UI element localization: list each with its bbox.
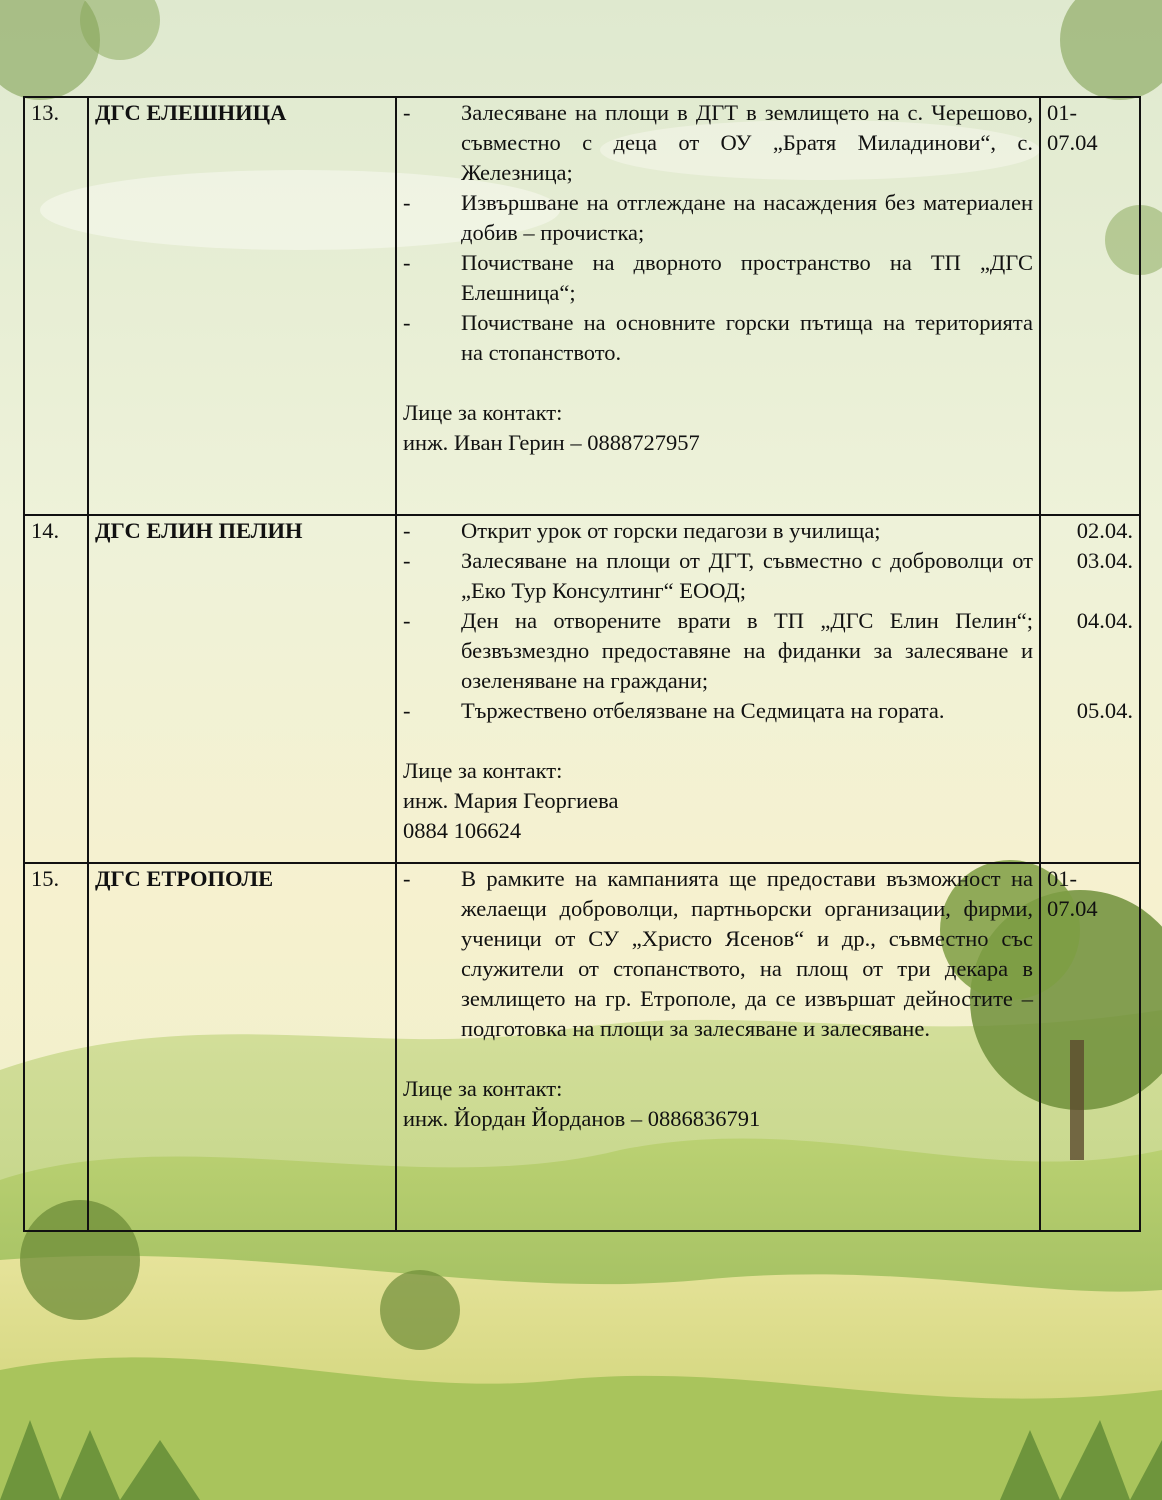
organization-name: ДГС ЕТРОПОЛЕ [88, 863, 396, 1231]
contact-label: Лице за контакт: [403, 400, 563, 425]
activities-cell [396, 515, 1040, 863]
table-row [24, 863, 1140, 1231]
table-row [24, 97, 1140, 515]
contact-line: инж. Йордан Йорданов – 0886836791 [403, 1106, 761, 1131]
table-row [24, 515, 1140, 863]
contact-label: Лице за контакт: [403, 758, 563, 783]
date-text: 04.04. [1076, 608, 1133, 633]
row-number: 15. [24, 863, 88, 1231]
events-table [23, 96, 1141, 1232]
row-number: 13. [24, 97, 88, 515]
activities-list [403, 864, 1033, 1044]
list-item: - Ден на отворените врати в ТП „ДГС Елин Пелин“; безвъзмездно предоставяне на фиданки за залесяване и озеленяване на граждани; [403, 608, 1033, 693]
activities-list [403, 516, 1033, 726]
contact-line: инж. Иван Герин – 0888727957 [403, 430, 700, 455]
list-item: - Извършване на отглеждане на насаждения без материален добив – прочистка; [403, 190, 1033, 245]
contact-label: Лице за контакт: [403, 1076, 563, 1101]
date-text: 07.04 [1047, 130, 1098, 155]
contact-line: инж. Мария Георгиева [403, 788, 619, 813]
list-item: - Залесяване на площи от ДГТ, съвместно с доброволци от „Еко Тур Консултинг“ ЕООД; [403, 548, 1033, 603]
list-item: - В рамките на кампанията ще предостави възможност на желаещи доброволци, партньорски организации, фирми, ученици от СУ „Христо Ясенов“ и др., съвместно със служители от стопанството, на площ от три декара в землището на гр. Етрополе, да се извършат дейностите – подготовка на площи за залесяване и залесяване. [403, 866, 1033, 1041]
contact-block [403, 1074, 1033, 1134]
date-text: 03.04. [1076, 548, 1133, 573]
organization-name: ДГС ЕЛЕШНИЦА [88, 97, 396, 515]
list-item: - Открит урок от горски педагози в училища; [403, 518, 881, 543]
dates-cell [1040, 515, 1140, 863]
list-item: - Почистване на дворното пространство на ТП „ДГС Елешница“; [403, 250, 1033, 305]
date-spacer [1047, 666, 1133, 696]
activities-cell [396, 863, 1040, 1231]
date-text: 01- [1047, 866, 1077, 891]
contact-block [403, 398, 1033, 458]
dates-cell [1040, 97, 1140, 515]
activities-cell [396, 97, 1040, 515]
date-spacer [1047, 636, 1133, 666]
activities-list [403, 98, 1033, 368]
contact-line: 0884 106624 [403, 818, 522, 843]
contact-block [403, 756, 1033, 846]
row-number: 14. [24, 515, 88, 863]
list-item: - Тържествено отбелязване на Седмицата на гората. [403, 698, 945, 723]
date-text: 05.04. [1076, 698, 1133, 723]
date-text: 02.04. [1076, 518, 1133, 543]
list-item: - Почистване на основните горски пътища на територията на стопанството. [403, 310, 1033, 365]
organization-name: ДГС ЕЛИН ПЕЛИН [88, 515, 396, 863]
date-text: 01- [1047, 100, 1077, 125]
dates-cell [1040, 863, 1140, 1231]
list-item: - Залесяване на площи в ДГТ в землището на с. Черешово, съвместно с деца от ОУ „Братя Миладинови“, с. Железница; [403, 100, 1033, 185]
date-spacer [1047, 576, 1133, 606]
date-text: 07.04 [1047, 896, 1098, 921]
